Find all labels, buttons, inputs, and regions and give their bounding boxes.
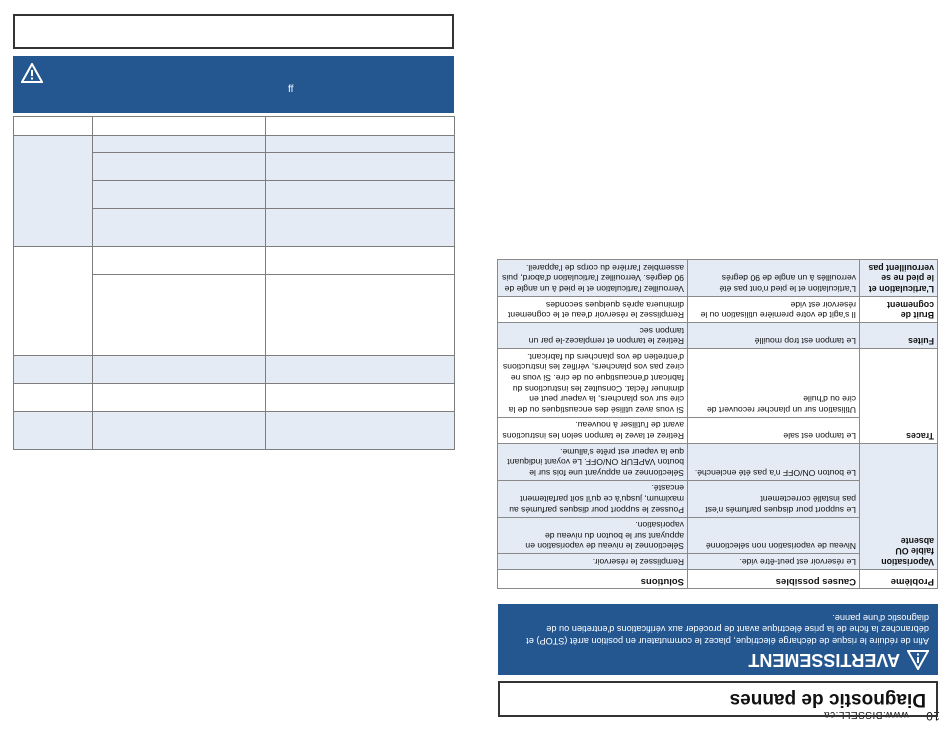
solution-cell: Sélectionnez en appuyant une fois sur le bouton VAPEUR ON/OFF. Le voyant indiquant que la vapeur est prête s'allume. (498, 444, 688, 481)
right-page (475, 0, 950, 731)
problem-cell: Vaporisation faible OU absente (860, 444, 938, 570)
warning-triangle-icon (907, 650, 929, 670)
warning-title: AVERTISSEMENT (748, 650, 900, 670)
solution-cell: Poussez le support pour disques parfumés au maximum, jusqu'à ce qu'il soit parfaitement encasté. (498, 480, 688, 517)
solution-cell: Retirez le tampon et remplacez-le par un tampon sec (498, 323, 688, 349)
table-row (498, 296, 938, 322)
table-row (498, 260, 938, 297)
header-causes: Causes possibles (688, 570, 860, 589)
left-troubleshooting-table (13, 116, 455, 450)
table-row (498, 323, 938, 349)
cause-cell: Niveau de vaporisation non sélectionné (688, 517, 860, 554)
cause-cell: Le bouton ON/OFF n'a pas été enclenché. (688, 444, 860, 481)
solution-cell: Remplissez le réservoir d'eau et le cognement diminuera après quelques secondes (498, 296, 688, 322)
troubleshooting-table (497, 259, 938, 589)
warning-fragment: ff (288, 84, 294, 95)
page-title: Diagnostic de pannes (498, 681, 938, 717)
table-row (498, 417, 938, 443)
warning-triangle-icon (21, 63, 43, 83)
header-problem: Problème (860, 570, 938, 589)
header-solutions: Solutions (498, 570, 688, 589)
problem-cell: Bruit de cognement (860, 296, 938, 322)
left-title-box (13, 14, 454, 49)
cause-cell: Le réservoir est peut-être vide. (688, 554, 860, 570)
solution-cell: Verrouillez l'articulation et le pied à un angle de 90 degrés. Verrouillez l'articulation d'abord, puis assemblez l'arrière du corps de l'appareil. (498, 260, 688, 297)
left-warning-banner (13, 56, 454, 113)
table-row (498, 554, 938, 570)
solution-cell: Remplissez le réservoir. (498, 554, 688, 570)
problem-cell: Traces (860, 349, 938, 444)
page-number: 10 (925, 709, 940, 723)
cause-cell: Le support pour disques parfumés n'est pas installé correctement (688, 480, 860, 517)
solution-cell: Si vous avez utilisé des encaustiques ou de la cire sur vos planchers, la vapeur peut en diminuer l'éclat. Consultez les instructions du fabricant d'encaustique ou de cire. Si vous ne cirez pas vos planchers, vérifiez les instructions d'entretien de vos planchers du fabricant. (498, 349, 688, 418)
cause-cell: Il s'agit de votre première utilisation ou le réservoir est vide (688, 296, 860, 322)
problem-cell: Fuites (860, 323, 938, 349)
warning-banner (498, 604, 938, 675)
cause-cell: L'articulation et le pied n'ont pas été verrouillés à un angle de 90 degrés (688, 260, 860, 297)
cause-cell: Le tampon est trop mouillé (688, 323, 860, 349)
cause-cell: Le tampon est sale (688, 417, 860, 443)
solution-cell: Retirez et lavez le tampon selon les instructions avant de l'utiliser à nouveau. (498, 417, 688, 443)
website: www.BISSELL.ca (823, 709, 909, 720)
problem-cell: L'articulation et le pied ne se verrouillent pas (860, 260, 938, 297)
solution-cell: Sélectionnez le niveau de vaporisation en appuyant sur le bouton du niveau de vaporisation. (498, 517, 688, 554)
cause-cell: Utilisation sur un plancher recouvert de cire ou d'huile (688, 349, 860, 418)
warning-body: Afin de réduire le risque de décharge électrique, placez le commutateur en position arrêt (STOP) et débranchez la fiche de la prise électrique avant de procéder aux vérifications d'entretien ou de diagnostic d'une panne. (526, 613, 929, 646)
